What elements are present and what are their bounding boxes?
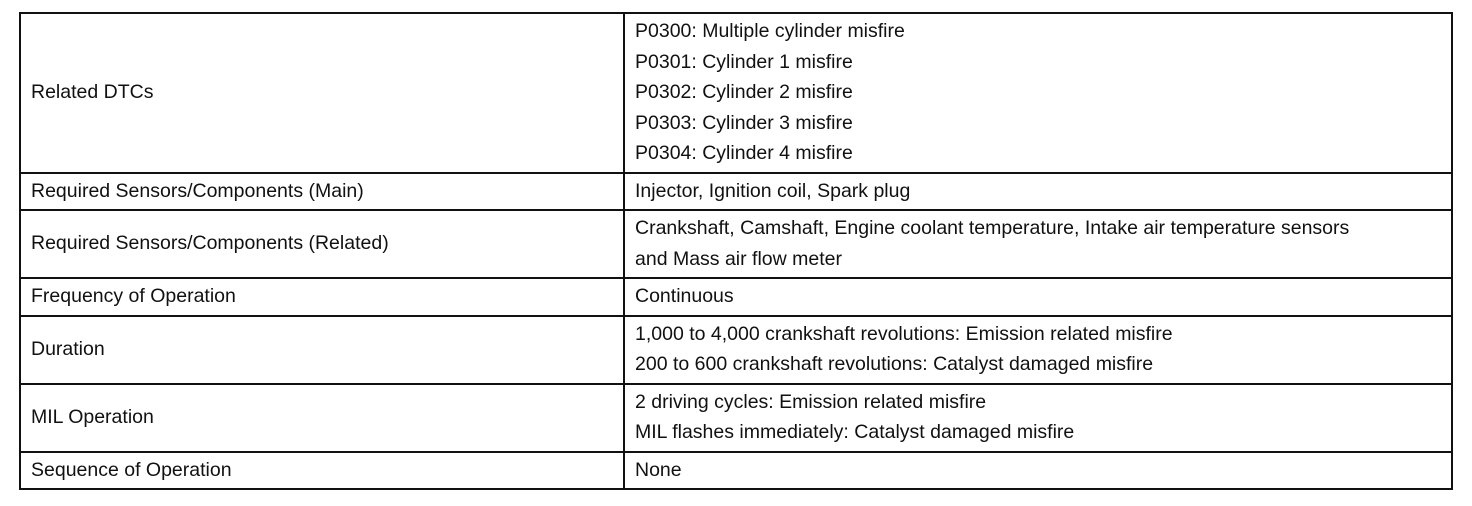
value-line: P0303: Cylinder 3 misfire (635, 111, 853, 134)
value-line: MIL flashes immediately: Catalyst damaged misfire (635, 421, 1075, 443)
row-value (624, 278, 1452, 316)
table-row (20, 210, 1452, 278)
row-label: Related DTCs (20, 13, 624, 173)
table-row (20, 13, 1452, 173)
row-label: Sequence of Operation (20, 452, 624, 490)
value-line: Injector, Ignition coil, Spark plug (635, 179, 911, 202)
value-line: 1,000 to 4,000 crankshaft revolutions: Emission related misfire (635, 322, 1173, 345)
value-line: 2 driving cycles: Emission related misfire (635, 390, 987, 413)
table-row (20, 384, 1452, 452)
value-line: Continuous (635, 285, 734, 307)
value-line: P0300: Multiple cylinder misfire (635, 20, 905, 42)
row-value (624, 173, 1452, 211)
row-value (624, 316, 1452, 384)
value-line: 200 to 600 crankshaft revolutions: Catalyst damaged misfire (635, 353, 1154, 375)
value-line: P0301: Cylinder 1 misfire (635, 50, 853, 73)
row-value (624, 384, 1452, 452)
value-line: Crankshaft, Camshaft, Engine coolant temperature, Intake air temperature sensors (635, 217, 1350, 239)
table-row (20, 452, 1452, 490)
row-label: Required Sensors/Components (Related) (20, 210, 624, 278)
row-label: Frequency of Operation (20, 278, 624, 316)
table-row (20, 173, 1452, 211)
value-line: None (635, 458, 682, 481)
table-row (20, 316, 1452, 384)
value-line: and Mass air flow meter (635, 247, 842, 270)
value-line: P0302: Cylinder 2 misfire (635, 81, 853, 103)
row-label: Required Sensors/Components (Main) (20, 173, 624, 211)
row-label: Duration (20, 316, 624, 384)
row-value (624, 452, 1452, 490)
table-row (20, 278, 1452, 316)
row-value (624, 210, 1452, 278)
row-label: MIL Operation (20, 384, 624, 452)
value-line: P0304: Cylinder 4 misfire (635, 142, 853, 164)
spec-table (19, 12, 1453, 490)
row-value (624, 13, 1452, 173)
